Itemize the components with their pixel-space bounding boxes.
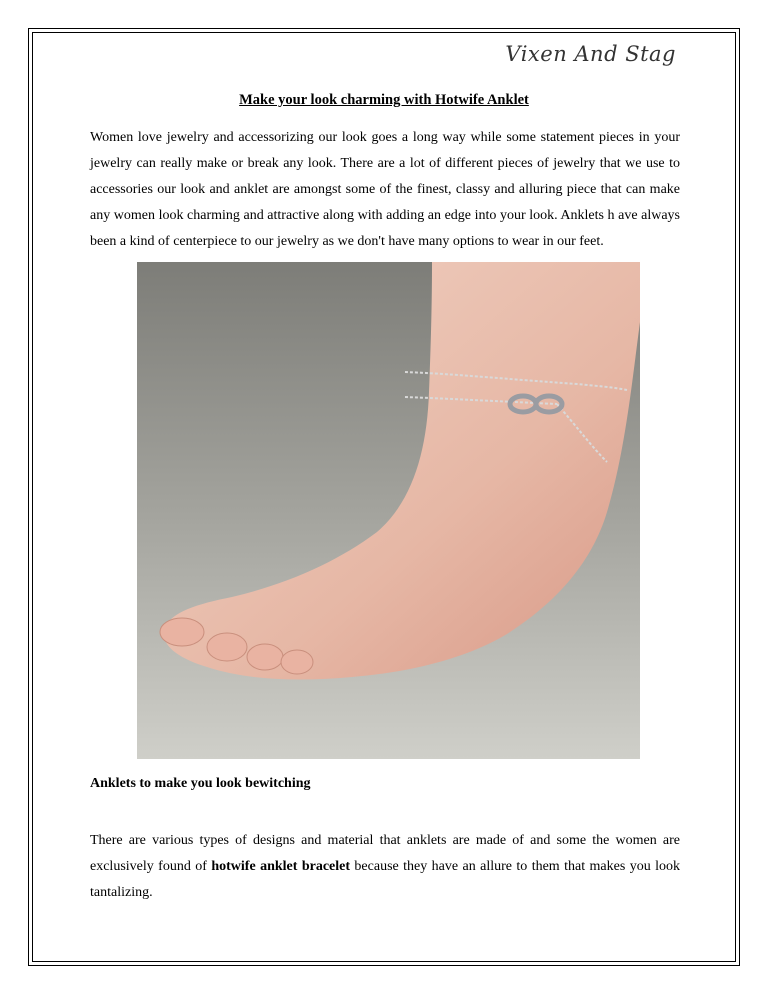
section-text-before: There are various types of designs and material that anklets are made of and some the women are exclusively found of [90, 833, 680, 874]
section-text-after: because they have an allure to them that makes you look tantalizing. [90, 859, 680, 900]
bold-keyword: hotwife anklet bracelet [211, 859, 351, 874]
section-heading: Anklets to make you look bewitching [90, 776, 311, 791]
foot-anklet-illustration [137, 262, 640, 759]
brand-logo: Vixen And Stag [505, 42, 676, 66]
anklet-photo [137, 262, 640, 759]
document-title: Make your look charming with Hotwife Anklet [239, 92, 529, 108]
section-paragraph [90, 828, 680, 906]
intro-paragraph: Women love jewelry and accessorizing our look goes a long way while some statement pieces in your jewelry can really make or break any look. There are a lot of different pieces of jewelry that we use to accessories our look and anklet are amongst some of the finest, classy and alluring piece that can make any women look charming and attractive along with adding an edge into your look. Anklets h ave always been a kind of centerpiece to our jewelry as we don't have many options to wear in our feet. [90, 130, 680, 249]
